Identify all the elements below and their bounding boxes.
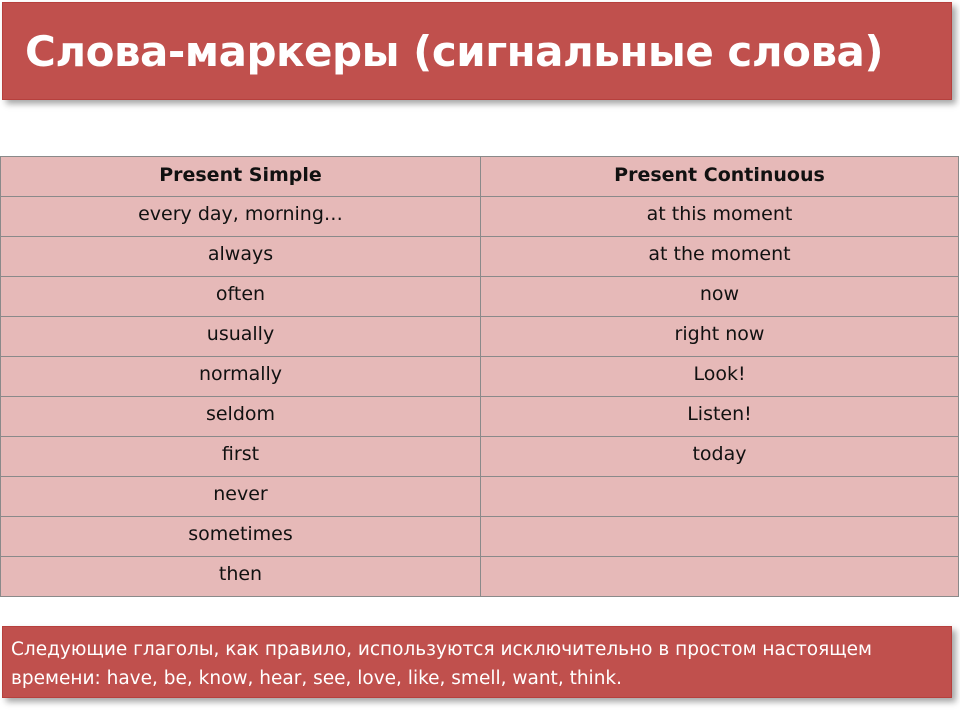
present-simple-cell: often bbox=[1, 277, 481, 317]
present-continuous-cell bbox=[481, 517, 959, 557]
header-present-simple: Present Simple bbox=[1, 157, 481, 197]
table-row bbox=[1, 197, 959, 237]
present-simple-cell: usually bbox=[1, 317, 481, 357]
present-simple-cell: every day, morning… bbox=[1, 197, 481, 237]
present-simple-cell: sometimes bbox=[1, 517, 481, 557]
table-row bbox=[1, 397, 959, 437]
present-simple-cell: normally bbox=[1, 357, 481, 397]
table-row bbox=[1, 317, 959, 357]
slide-title: Слова-маркеры (сигнальные слова) bbox=[25, 26, 884, 76]
table-row bbox=[1, 477, 959, 517]
present-continuous-cell: at the moment bbox=[481, 237, 959, 277]
table-row bbox=[1, 237, 959, 277]
present-simple-cell: never bbox=[1, 477, 481, 517]
present-continuous-cell: at this moment bbox=[481, 197, 959, 237]
present-simple-cell: seldom bbox=[1, 397, 481, 437]
present-simple-cell: first bbox=[1, 437, 481, 477]
marker-words-table bbox=[0, 156, 959, 597]
present-continuous-cell bbox=[481, 477, 959, 517]
present-simple-cell: then bbox=[1, 557, 481, 597]
table-row bbox=[1, 357, 959, 397]
present-continuous-cell: now bbox=[481, 277, 959, 317]
title-banner bbox=[2, 2, 952, 100]
present-continuous-cell: Look! bbox=[481, 357, 959, 397]
table-row bbox=[1, 277, 959, 317]
present-simple-cell: always bbox=[1, 237, 481, 277]
note-text: Следующие глаголы, как правило, используются исключительно в простом настоящем времени: have, be, know, hear, see, love, like, smell, want, think. bbox=[11, 639, 873, 689]
present-continuous-cell: right now bbox=[481, 317, 959, 357]
present-continuous-cell: today bbox=[481, 437, 959, 477]
present-continuous-cell: Listen! bbox=[481, 397, 959, 437]
present-continuous-cell bbox=[481, 557, 959, 597]
header-present-continuous: Present Continuous bbox=[481, 157, 959, 197]
table-header-row bbox=[1, 157, 959, 197]
table-row bbox=[1, 517, 959, 557]
table-row bbox=[1, 437, 959, 477]
note-banner bbox=[2, 626, 952, 698]
table-row bbox=[1, 557, 959, 597]
